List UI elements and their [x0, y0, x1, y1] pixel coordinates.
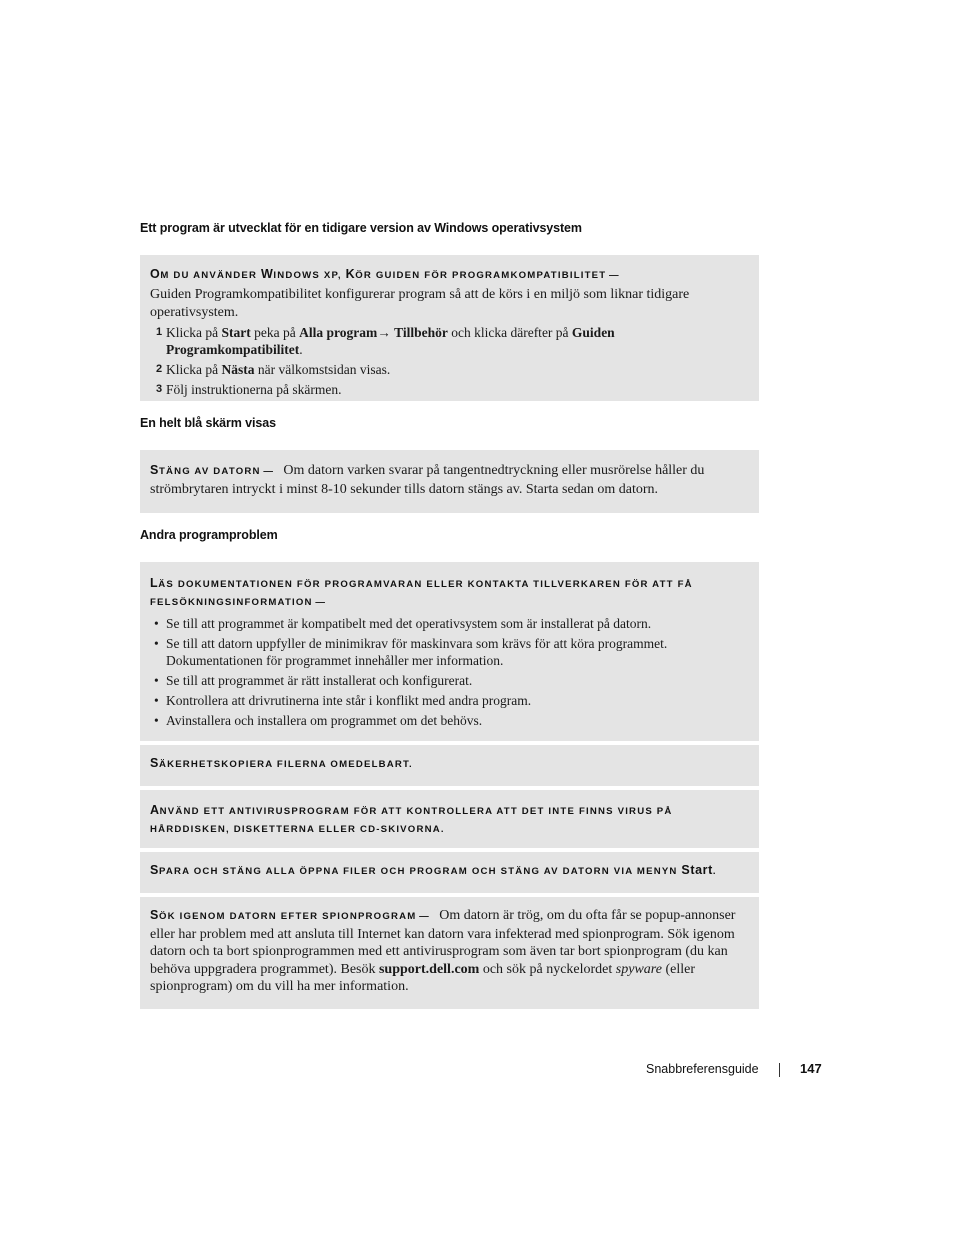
box-title: STÄNG AV DATORN — [150, 463, 273, 477]
documentation-box [140, 562, 759, 741]
box-body: SÖK IGENOM DATORN EFTER SPIONPROGRAM — Om datorn är trög, om du ofta får se popup-annonser eller har problem med att ansluta till Internet kan datorn vara infekterad med spionprogram. Sök igenom datorn och ta bort spionprogrammen med ett antivirusprogram som även tar bort spionprogram (du kan behöva uppgradera programmet). Besök support.dell.com och sök på nyckelordet spyware (eller spionprogram) om du vill ha mer information. [150, 908, 736, 994]
box-title: ANVÄND ETT ANTIVIRUSPROGRAM FÖR ATT KONTROLLERA ATT DET INTE FINNS VIRUS PÅ HÅRDDISKEN, DISKETTERNA ELLER CD-SKIVORNA. [150, 803, 673, 835]
box-body: Guiden Programkompatibilitet konfigurerar program så att de körs i en miljö som liknar tidigare operativsystem. [150, 287, 690, 320]
step-3: 3 Följ instruktionerna på skärmen. [156, 382, 342, 397]
footer-label: Snabbreferensguide [646, 1062, 759, 1076]
support-link[interactable]: support.dell.com [378, 961, 480, 977]
box-body: STÄNG AV DATORN — Om datorn varken svarar på tangentnedtryckning eller musrörelse håller du strömbrytaren intryckt i minst 8-10 sekunder tills datorn stängs av. Starta sedan om datorn. [150, 463, 705, 497]
section-heading-blue-screen: En helt blå skärm visas [140, 416, 276, 430]
box-title: OM DU ANVÄNDER WINDOWS XP, KÖR GUIDEN FÖR PROGRAMKOMPATIBILITET — [150, 267, 619, 281]
box-title: SÖK IGENOM DATORN EFTER SPIONPROGRAM — [150, 908, 429, 922]
section-heading-other: Andra programproblem [140, 528, 278, 542]
step-1: 1 Klicka på Start peka på Alla program→ Tillbehör och klicka därefter på Guiden Programkompatibilitet. [156, 325, 615, 357]
step-2: 2 Klicka på Nästa när välkomstsidan visas. [156, 362, 391, 377]
shutdown-box [140, 450, 759, 513]
section-heading-compat: Ett program är utvecklat för en tidigare version av Windows operativsystem [140, 221, 582, 235]
footer-divider [779, 1063, 780, 1077]
page-number: 147 [800, 1061, 822, 1076]
list-item: • Se till att datorn uppfyller de minimikrav för maskinvara som krävs för att köra programmet. Dokumentationen för programmet innehåller mer information. [154, 636, 668, 668]
backup-box [140, 745, 759, 786]
antivirus-box [140, 790, 759, 848]
spyware-box [140, 897, 759, 1009]
list-item: • Kontrollera att drivrutinerna inte står i konflikt med andra program. [154, 693, 532, 708]
compatibility-wizard-box [140, 255, 759, 401]
box-title: SPARA OCH STÄNG ALLA ÖPPNA FILER OCH PROGRAM OCH STÄNG AV DATORN VIA MENYN Start. [150, 863, 717, 877]
list-item: • Se till att programmet är rätt installerat och konfigurerat. [154, 673, 473, 688]
list-item: • Avinstallera och installera om programmet om det behövs. [154, 713, 483, 728]
list-item: • Se till att programmet är kompatibelt med det operativsystem som är installerat på datorn. [154, 616, 652, 631]
box-title: LÄS DOKUMENTATIONEN FÖR PROGRAMVARAN ELLER KONTAKTA TILLVERKAREN FÖR ATT FÅ FELSÖKNINGSINFORMATION — [150, 576, 693, 608]
box-title: SÄKERHETSKOPIERA FILERNA OMEDELBART. [150, 756, 413, 770]
save-close-box [140, 852, 759, 893]
